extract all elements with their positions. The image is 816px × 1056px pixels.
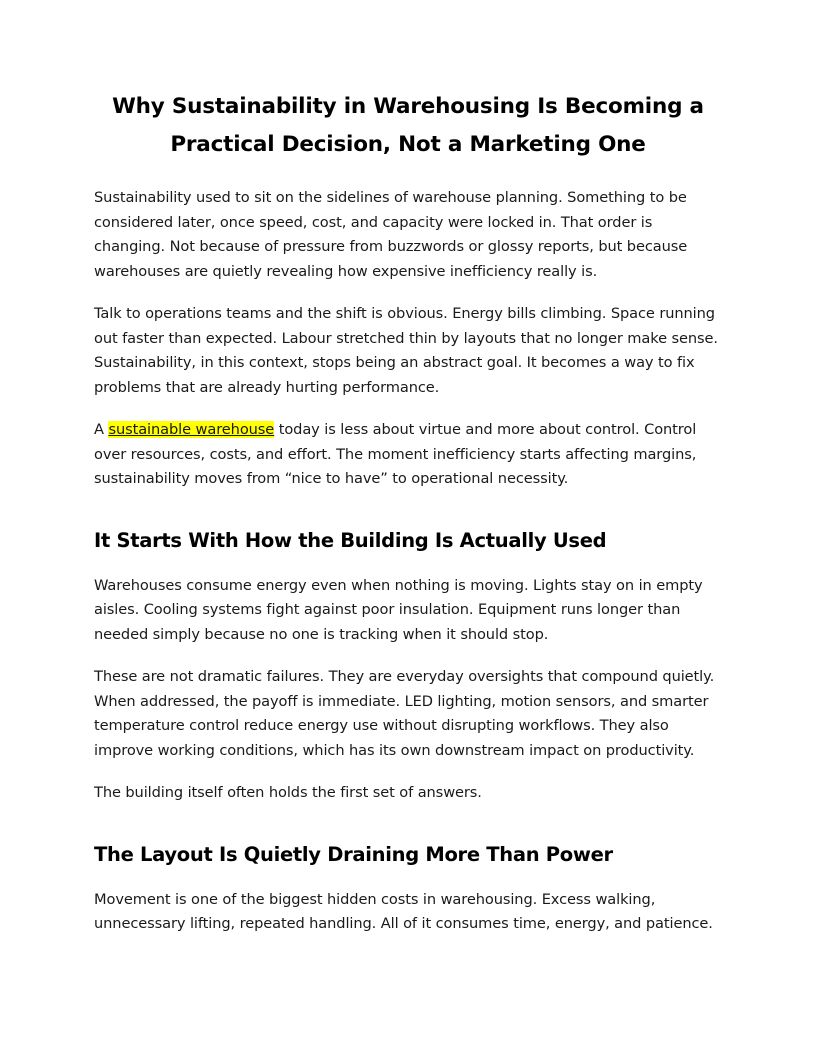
document-body <box>94 88 722 937</box>
paragraph-3-lead-text: A <box>94 421 109 438</box>
paragraph-3-trailing-text: today is less about virtue and more about control. Control over resources, costs, and effort. The moment inefficiency starts affecting margins, sustainability moves from “nice to have” to operational necessity. <box>94 421 697 487</box>
paragraph-building-1: Warehouses consume energy even when nothing is moving. Lights stay on in empty aisles. Cooling systems fight against poor insulation. Equipment runs longer than needed simply because no one is tracking when it should stop. <box>94 576 703 643</box>
paragraph-building-2: These are not dramatic failures. They are everyday oversights that compound quietly. When addressed, the payoff is immediate. LED lighting, motion sensors, and smarter temperature control reduce energy use without disrupting workflows. They also improve working conditions, which has its own downstream impact on productivity. <box>94 668 715 759</box>
paragraph-intro-1: Sustainability used to sit on the sidelines of warehouse planning. Something to be considered later, once speed, cost, and capacity were locked in. That order is changing. Not because of pressure from buzzwords or glossy reports, but because warehouses are quietly revealing how expensive inefficiency really is. <box>94 189 688 280</box>
page-title <box>94 88 722 164</box>
paragraph-layout-1: Movement is one of the biggest hidden costs in warehousing. Excess walking, unnecessary lifting, repeated handling. All of it consumes time, energy, and patience. <box>94 890 713 932</box>
page-title-line-1: Why Sustainability in Warehousing Is Becoming a <box>112 94 704 119</box>
section-heading-building-use: It Starts With How the Building Is Actually Used <box>94 528 607 552</box>
paragraph-intro-3 <box>94 418 722 492</box>
page-title-line-2: Practical Decision, Not a Marketing One <box>170 132 646 157</box>
paragraph-building-3: The building itself often holds the first set of answers. <box>94 784 482 801</box>
title-spacer <box>94 164 722 186</box>
paragraph-intro-2: Talk to operations teams and the shift is obvious. Energy bills climbing. Space running out faster than expected. Labour stretched thin by layouts that no longer make sense. Sustainability, in this context, stops being an abstract goal. It becomes a way to fix problems that are already hurting performance. <box>94 305 718 396</box>
section-heading-layout: The Layout Is Quietly Draining More Than Power <box>94 842 613 866</box>
sustainable-warehouse-link[interactable]: sustainable warehouse <box>108 421 275 438</box>
